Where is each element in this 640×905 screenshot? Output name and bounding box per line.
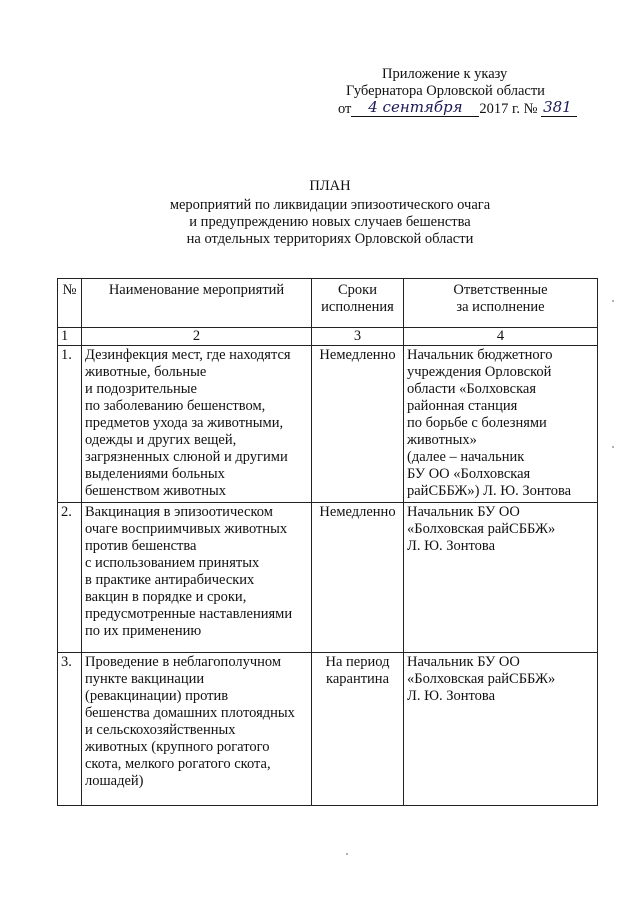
row-responsible: Начальник БУ ОО «Болховская райСББЖ» Л. Ю. Зонтова bbox=[404, 503, 598, 653]
table-row bbox=[58, 653, 598, 806]
table-row bbox=[58, 503, 598, 653]
scan-speck bbox=[346, 853, 348, 855]
plan-title-line-3: на отдельных территориях Орловской области bbox=[186, 231, 474, 247]
row-num: 2. bbox=[58, 503, 82, 653]
appendix-header bbox=[332, 66, 622, 118]
appendix-date-line bbox=[332, 100, 622, 118]
column-number: 3 bbox=[312, 328, 404, 346]
row-responsible: Начальник бюджетного учреждения Орловской области «Болховская районная станция по борьбе с болезнями животных» (далее – начальник БУ ОО «Болховская райСББЖ») Л. Ю. Зонтова bbox=[404, 346, 598, 503]
row-responsible: Начальник БУ ОО «Болховская райСББЖ» Л. Ю. Зонтова bbox=[404, 653, 598, 806]
plan-title bbox=[60, 178, 600, 248]
row-name: Вакцинация в эпизоотическом очаге восприимчивых животных против бешенства с использованием принятых в практике антирабических вакцин в порядке и сроки, предусмотренные наставлениями по их применению bbox=[82, 503, 312, 653]
column-number: 1 bbox=[58, 328, 82, 346]
year-label: 2017 г. № bbox=[479, 101, 538, 117]
plan-heading: ПЛАН bbox=[309, 178, 351, 194]
header-name: Наименование мероприятий bbox=[82, 279, 312, 328]
measures-table bbox=[57, 278, 598, 806]
plan-title-line-1: мероприятий по ликвидации эпизоотического очага bbox=[169, 197, 491, 213]
row-num: 3. bbox=[58, 653, 82, 806]
row-name: Дезинфекция мест, где находятся животные, больные и подозрительные по заболеванию бешенством, предметов ухода за животными, одежды и других вещей, загрязненных слюной и другими выделениями больных бешенством животных bbox=[82, 346, 312, 503]
header-responsible: Ответственные за исполнение bbox=[404, 279, 598, 328]
row-term: Немедленно bbox=[312, 346, 404, 503]
row-term: На период карантина bbox=[312, 653, 404, 806]
handwritten-date: 4 сентября bbox=[351, 99, 479, 117]
column-number: 2 bbox=[82, 328, 312, 346]
row-num: 1. bbox=[58, 346, 82, 503]
appendix-line-1: Приложение к указу bbox=[382, 66, 508, 82]
scan-speck bbox=[612, 300, 614, 302]
appendix-line-2: Губернатора Орловской области bbox=[346, 83, 545, 99]
header-term: Сроки исполнения bbox=[312, 279, 404, 328]
row-name: Проведение в неблагополучном пункте вакцинации (ревакцинации) против бешенства домашних плотоядных и сельскохозяйственных животных (крупного рогатого скота, мелкого рогатого скота, лошадей) bbox=[82, 653, 312, 806]
table-header-row bbox=[58, 279, 598, 328]
row-term: Немедленно bbox=[312, 503, 404, 653]
column-number: 4 bbox=[404, 328, 598, 346]
table-row bbox=[58, 346, 598, 503]
from-label: от bbox=[338, 101, 352, 117]
handwritten-number: 381 bbox=[541, 99, 577, 117]
column-number-row bbox=[58, 328, 598, 346]
plan-title-line-2: и предупреждению новых случаев бешенства bbox=[189, 214, 471, 230]
header-num: № bbox=[58, 279, 82, 328]
scan-speck bbox=[612, 446, 614, 448]
